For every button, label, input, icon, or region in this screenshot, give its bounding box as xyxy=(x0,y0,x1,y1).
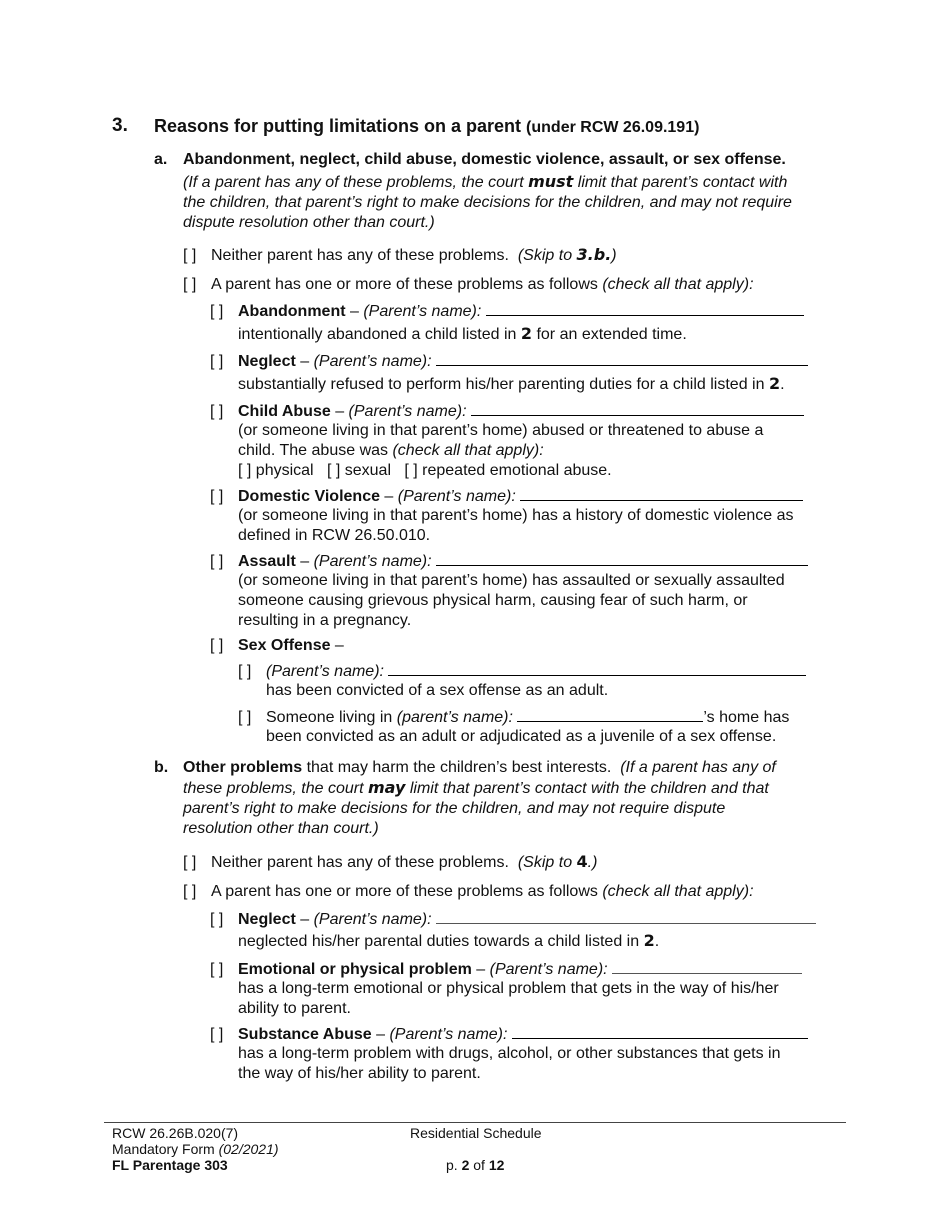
assault-desc3: resulting in a pregnancy. xyxy=(238,612,412,629)
a-option-neither[interactable] xyxy=(183,245,617,266)
dash: – xyxy=(471,961,490,978)
assault-desc2: someone causing grievous physical harm, causing fear of such harm, or xyxy=(238,592,748,609)
parent-name-line[interactable] xyxy=(486,301,804,316)
dash: – xyxy=(295,911,314,928)
footer-page xyxy=(446,1157,504,1173)
b-option-one-or-more[interactable] xyxy=(183,882,754,902)
checkbox-sexual[interactable]: [ ] xyxy=(326,462,341,479)
abuse-type-options xyxy=(238,461,838,481)
child-abuse-item[interactable] xyxy=(210,401,804,422)
parent-name-line[interactable] xyxy=(512,1024,808,1039)
checkbox[interactable]: [ ] xyxy=(238,709,252,726)
parent-name-line[interactable] xyxy=(436,351,808,366)
abuse-emotional-label: repeated emotional abuse. xyxy=(422,462,612,479)
neglect-desc-post: . xyxy=(780,376,785,393)
parent-name-line[interactable] xyxy=(517,707,703,722)
b-substance-desc1: has a long-term problem with drugs, alcohol, or other substances that gets in xyxy=(238,1045,781,1062)
b-note-line2-post: limit that parent’s contact with the children and that xyxy=(405,780,769,797)
sex-offense-parent-item[interactable] xyxy=(238,661,806,682)
b-option-one-text: A parent has one or more of these problems as follows xyxy=(211,883,603,900)
b-note-pre: (If a parent has any of xyxy=(620,759,776,776)
assault-desc xyxy=(238,571,848,631)
parents-name-label: (Parent’s name): xyxy=(489,961,608,978)
parents-name-label: (Parent’s name): xyxy=(266,663,384,680)
checkbox[interactable]: [ ] xyxy=(210,1026,224,1043)
subsection-a-letter: a. xyxy=(154,151,168,168)
dv-desc xyxy=(238,506,848,546)
skip-ref: 4 xyxy=(576,852,588,871)
checkbox[interactable]: [ ] xyxy=(183,247,197,264)
abandonment-desc-pre: intentionally abandoned a child listed in xyxy=(238,326,521,343)
a-option-one-or-more[interactable] xyxy=(183,275,754,295)
a-note-must: must xyxy=(528,172,574,191)
dash: – xyxy=(379,488,398,505)
dv-label: Domestic Violence xyxy=(238,488,380,505)
abandonment-item[interactable] xyxy=(210,301,804,322)
subsection-b-letter: b. xyxy=(154,759,169,776)
b-neglect-item[interactable] xyxy=(210,909,816,930)
footer-page-pre: p. xyxy=(446,1157,462,1173)
assault-label: Assault xyxy=(238,553,296,570)
parents-name-label: (Parent’s name): xyxy=(389,1026,508,1043)
child-abuse-desc2-note: (check all that apply): xyxy=(392,442,544,459)
footer-title: Residential Schedule xyxy=(410,1125,542,1141)
abandonment-desc-post: for an extended time. xyxy=(532,326,687,343)
a-note-line2: the children, that parent’s right to make decisions for the children, and may not require xyxy=(183,194,792,211)
sex-offense-someone-desc2: been convicted as an adult or adjudicated as a juvenile of a sex offense. xyxy=(266,728,777,745)
b-emotional-label: Emotional or physical problem xyxy=(238,961,472,978)
checkbox[interactable]: [ ] xyxy=(210,403,224,420)
section-ref: 2 xyxy=(520,324,533,343)
neglect-item[interactable] xyxy=(210,351,808,372)
domestic-violence-item[interactable] xyxy=(210,486,803,507)
dash: – xyxy=(345,303,364,320)
checkbox-emotional[interactable]: [ ] xyxy=(404,462,418,479)
checkbox[interactable]: [ ] xyxy=(183,883,197,900)
b-neglect-desc-post: . xyxy=(654,933,660,950)
dash: – xyxy=(330,637,344,654)
skip-pre: (Skip to xyxy=(517,854,577,871)
child-abuse-label: Child Abuse xyxy=(238,403,331,420)
child-abuse-desc1: (or someone living in that parent’s home) abused or threatened to abuse a xyxy=(238,422,764,439)
a-option-neither-text: Neither parent has any of these problems. xyxy=(211,247,509,264)
subsection-a-heading: Abandonment, neglect, child abuse, domestic violence, assault, or sex offense. xyxy=(183,151,786,168)
b-heading-post: that may harm the children’s best interests. xyxy=(302,759,612,776)
abandonment-desc xyxy=(238,324,687,345)
section-ref: 2 xyxy=(768,374,781,393)
footer-page-mid: of xyxy=(469,1157,489,1173)
parent-name-line[interactable] xyxy=(471,401,804,416)
checkbox[interactable]: [ ] xyxy=(210,353,224,370)
parent-name-line[interactable] xyxy=(436,551,808,566)
a-option-one-note: (check all that apply): xyxy=(602,276,754,293)
neglect-desc-pre: substantially refused to perform his/her parenting duties for a child listed in xyxy=(238,376,769,393)
abuse-sexual-label: sexual xyxy=(344,462,391,479)
child-abuse-desc xyxy=(238,421,838,481)
sex-offense-someone-note: (parent’s name): xyxy=(396,709,513,726)
checkbox[interactable]: [ ] xyxy=(210,488,224,505)
sex-offense-someone-pre: Someone living in xyxy=(266,709,397,726)
checkbox[interactable]: [ ] xyxy=(210,553,224,570)
b-emotional-desc xyxy=(238,979,848,1019)
b-note-may: may xyxy=(367,778,406,797)
b-substance-label: Substance Abuse xyxy=(238,1026,372,1043)
checkbox[interactable]: [ ] xyxy=(210,637,224,654)
b-emotional-desc1: has a long-term emotional or physical problem that gets in the way of his/her xyxy=(238,980,779,997)
checkbox[interactable]: [ ] xyxy=(210,303,224,320)
parents-name-label: (Parent’s name): xyxy=(313,353,432,370)
skip-pre: (Skip to xyxy=(517,247,577,264)
checkbox-physical[interactable]: [ ] xyxy=(238,462,252,479)
skip-ref: 3.b. xyxy=(576,245,612,264)
assault-desc1: (or someone living in that parent’s home) has assaulted or sexually assaulted xyxy=(238,572,785,589)
a-note-post: limit that parent’s contact with xyxy=(573,174,788,191)
parent-name-line[interactable] xyxy=(388,661,806,676)
section-ref: 2 xyxy=(643,931,655,950)
b-option-neither[interactable] xyxy=(183,852,597,873)
checkbox[interactable]: [ ] xyxy=(238,663,252,680)
b-note-line2-pre: these problems, the court xyxy=(183,780,368,797)
a-note-line3: dispute resolution other than court.) xyxy=(183,214,435,231)
dv-desc2: defined in RCW 26.50.010. xyxy=(238,527,431,544)
b-neglect-desc-pre: neglected his/her parental duties towards a child listed in xyxy=(238,933,644,950)
parent-name-line[interactable] xyxy=(520,486,803,501)
b-substance-item[interactable] xyxy=(210,1024,808,1045)
footer-form-id: FL Parentage 303 xyxy=(112,1157,228,1173)
section-title-suffix: (under RCW 26.09.191) xyxy=(526,119,700,136)
parents-name-label: (Parent’s name): xyxy=(363,303,482,320)
checkbox[interactable]: [ ] xyxy=(183,854,197,871)
b-option-neither-text: Neither parent has any of these problems. xyxy=(211,854,509,871)
b-emotional-desc2: ability to parent. xyxy=(238,1000,351,1017)
dash: – xyxy=(295,353,314,370)
footer-rcw: RCW 26.26B.020(7) xyxy=(112,1125,239,1141)
b-heading: Other problems xyxy=(183,759,303,776)
dash: – xyxy=(330,403,349,420)
neglect-desc xyxy=(238,374,785,395)
dash: – xyxy=(295,553,314,570)
footer-page-total: 12 xyxy=(488,1157,505,1173)
parents-name-label: (Parent’s name): xyxy=(397,488,516,505)
sex-offense-item[interactable] xyxy=(210,636,344,656)
checkbox[interactable]: [ ] xyxy=(183,276,197,293)
checkbox[interactable]: [ ] xyxy=(210,911,224,928)
b-option-one-note: (check all that apply): xyxy=(602,883,754,900)
section-title-text: Reasons for putting limitations on a parent xyxy=(154,116,522,136)
b-substance-desc2: the way of his/her ability to parent. xyxy=(238,1065,481,1082)
parents-name-label: (Parent’s name): xyxy=(348,403,467,420)
footer-divider xyxy=(104,1122,846,1123)
assault-item[interactable] xyxy=(210,551,808,572)
sex-offense-label: Sex Offense xyxy=(238,637,331,654)
abuse-physical-label: physical xyxy=(255,462,314,479)
dash: – xyxy=(371,1026,390,1043)
b-neglect-desc xyxy=(238,931,659,952)
sex-offense-someone-item[interactable] xyxy=(238,707,789,728)
b-emotional-item[interactable] xyxy=(210,959,802,980)
section-number: 3. xyxy=(112,115,128,136)
footer-mandatory-date: (02/2021) xyxy=(218,1141,279,1157)
sex-offense-parent-desc: has been convicted of a sex offense as an adult. xyxy=(266,682,609,699)
skip-post: ) xyxy=(611,247,617,264)
b-substance-desc xyxy=(238,1044,848,1084)
child-abuse-desc2-pre: child. The abuse was xyxy=(238,442,393,459)
footer-mandatory: Mandatory Form xyxy=(112,1141,219,1157)
sex-offense-someone-post: ’s home has xyxy=(703,709,790,726)
dv-desc1: (or someone living in that parent’s home) has a history of domestic violence as xyxy=(238,507,794,524)
b-note-line3: parent’s right to make decisions for the children, and may not require dispute xyxy=(183,800,726,817)
subsection-a-note xyxy=(183,172,863,233)
section-title xyxy=(154,116,699,138)
parent-name-line[interactable] xyxy=(436,909,816,924)
footer-page-num: 2 xyxy=(461,1157,470,1173)
parents-name-label: (Parent’s name): xyxy=(313,911,432,928)
subsection-b-text xyxy=(183,758,863,839)
b-neglect-label: Neglect xyxy=(238,911,296,928)
a-option-one-text: A parent has one or more of these problems as follows xyxy=(211,276,603,293)
parent-name-line[interactable] xyxy=(612,959,802,974)
skip-post: .) xyxy=(587,854,598,871)
neglect-label: Neglect xyxy=(238,353,296,370)
checkbox[interactable]: [ ] xyxy=(210,961,224,978)
abandonment-label: Abandonment xyxy=(238,303,346,320)
footer-left xyxy=(112,1125,279,1173)
a-note-pre: (If a parent has any of these problems, the court xyxy=(183,174,529,191)
parents-name-label: (Parent’s name): xyxy=(313,553,432,570)
b-note-line4: resolution other than court.) xyxy=(183,820,379,837)
